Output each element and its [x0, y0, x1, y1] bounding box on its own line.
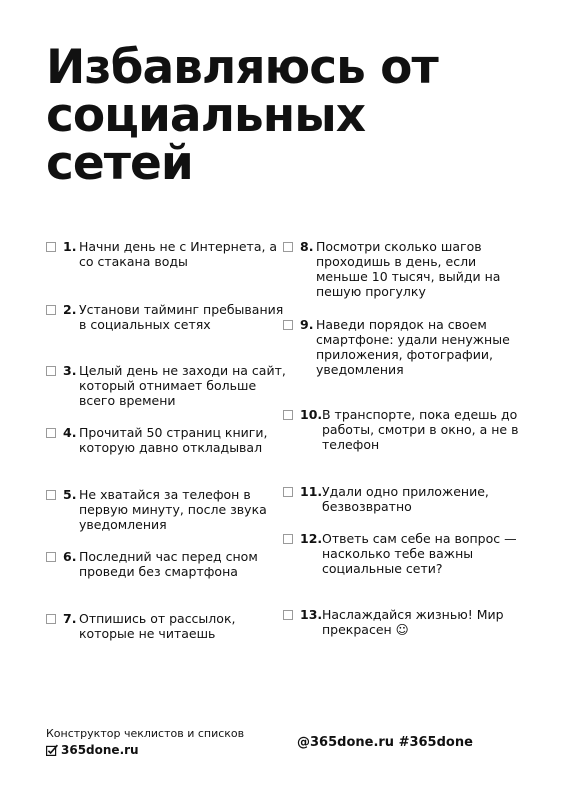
- item-text: Целый день не заходи на сайт, который отнимает больше всего времени: [79, 363, 286, 408]
- item-text: Наведи порядок на своем смартфоне: удали ненужные приложения, фотографии, уведомления: [316, 317, 510, 377]
- item-number: 12.: [300, 531, 323, 546]
- checkbox[interactable]: [46, 490, 56, 500]
- checkbox[interactable]: [46, 552, 56, 562]
- item-number: 1.: [63, 239, 77, 254]
- footer-left: [46, 727, 244, 757]
- item-number: 9.: [300, 317, 314, 332]
- item-number: 6.: [63, 549, 77, 564]
- item-number: 3.: [63, 363, 77, 378]
- checkbox[interactable]: [283, 242, 293, 252]
- title-line-1: Избавляюсь от: [46, 40, 438, 95]
- checkbox-tick-icon: [46, 744, 58, 756]
- item-text: Посмотри сколько шагов проходишь в день, если меньше 10 тысяч, выйди на пешую прогулку: [316, 239, 501, 299]
- item-text: Удали одно приложение, безвозвратно: [322, 484, 489, 514]
- checkbox[interactable]: [46, 305, 56, 315]
- footer-tags[interactable]: @365done.ru #365done: [297, 735, 473, 750]
- page-title: [46, 40, 526, 191]
- item-text: Последний час перед сном проведи без смартфона: [79, 549, 258, 579]
- checkbox[interactable]: [283, 534, 293, 544]
- item-number: 8.: [300, 239, 314, 254]
- checkbox[interactable]: [283, 410, 293, 420]
- constructor-caption: Конструктор чеклистов и списков: [46, 727, 245, 740]
- item-number: 10.: [300, 407, 323, 422]
- brand-link[interactable]: [46, 743, 244, 757]
- checkbox[interactable]: [283, 487, 293, 497]
- item-text: Не хватайся за телефон в первую минуту, после звука уведомления: [79, 487, 267, 532]
- title-line-2: социальных: [46, 88, 366, 143]
- checkbox[interactable]: [283, 320, 293, 330]
- item-text: Установи тайминг пребывания в социальных сетях: [79, 302, 284, 332]
- item-text: В транспорте, пока едешь до работы, смотри в окно, а не в телефон: [322, 407, 519, 452]
- item-number: 4.: [63, 425, 77, 440]
- checkbox[interactable]: [46, 242, 56, 252]
- item-number: 13.: [300, 607, 323, 622]
- checkbox[interactable]: [46, 614, 56, 624]
- item-text: Наслаждайся жизнью! Мир прекрасен ☺: [322, 607, 504, 637]
- brand-name: 365done.ru: [61, 743, 139, 757]
- title-line-3: сетей: [46, 136, 193, 191]
- checkbox[interactable]: [283, 610, 293, 620]
- checkbox[interactable]: [46, 366, 56, 376]
- item-number: 7.: [63, 611, 77, 626]
- item-text: Начни день не с Интернета, а со стакана воды: [79, 239, 278, 269]
- item-text: Отпишись от рассылок, которые не читаешь: [79, 611, 236, 641]
- item-number: 5.: [63, 487, 77, 502]
- item-text: Прочитай 50 страниц книги, которую давно откладывал: [79, 425, 268, 455]
- item-number: 2.: [63, 302, 77, 317]
- item-text: Ответь сам себе на вопрос — насколько тебе важны социальные сети?: [322, 531, 517, 576]
- item-number: 11.: [300, 484, 323, 499]
- checkbox[interactable]: [46, 428, 56, 438]
